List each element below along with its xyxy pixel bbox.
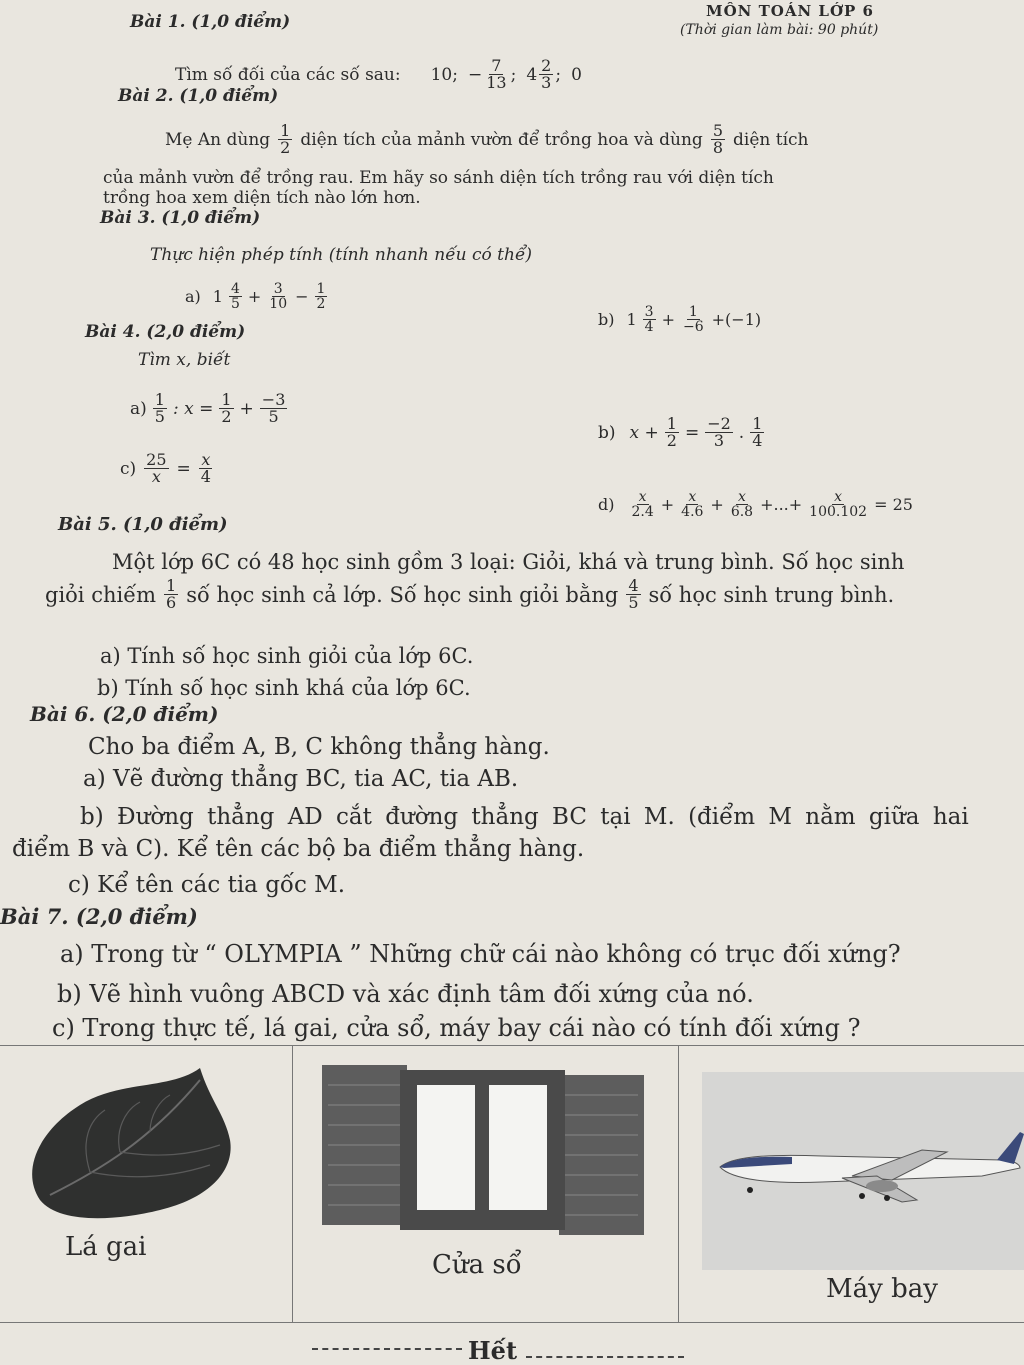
denominator: 4: [644, 319, 654, 335]
caption-cua-so: Cửa sổ: [432, 1250, 522, 1280]
denominator: 2.4: [631, 504, 654, 520]
fraction-1-2: [278, 123, 292, 156]
denominator: x: [151, 467, 161, 486]
denominator: 2: [280, 138, 291, 157]
numerator: 1: [154, 390, 165, 409]
fraction: [229, 282, 242, 311]
fraction: [629, 490, 655, 519]
label-b: b): [598, 310, 615, 329]
fraction: [153, 392, 167, 425]
equals: =: [176, 458, 191, 479]
footer-dash-left: [312, 1348, 462, 1350]
fraction: [729, 490, 755, 519]
operator: +: [660, 495, 675, 514]
fraction-5-8: [711, 123, 725, 156]
bai1-title: Bài 1. (1,0 điểm): [130, 12, 291, 32]
numerator: 2: [541, 56, 552, 75]
numerator: 1: [316, 281, 326, 297]
bai2-line1: [165, 123, 808, 156]
tail: = 25: [874, 495, 913, 514]
bai5-line1: Một lớp 6C có 48 học sinh gồm 3 loại: Giỏi, khá và trung bình. Số học sinh: [112, 550, 905, 574]
bai6-a: a) Vẽ đường thẳng BC, tia AC, tia AB.: [83, 766, 519, 792]
table-top-border: [0, 1045, 1024, 1046]
minus-sign: −: [467, 64, 483, 85]
fraction-1-6: [164, 578, 178, 611]
denominator: 2: [221, 407, 232, 426]
numerator: 1: [280, 121, 291, 140]
bai1-text: Tìm số đối của các số sau:: [175, 64, 401, 85]
operator: +: [247, 287, 262, 306]
label-a: a): [185, 287, 201, 306]
denominator: 5: [230, 296, 240, 312]
footer-dash-right: [526, 1356, 684, 1358]
ellipsis: +...+: [760, 495, 803, 514]
denominator: 6: [166, 593, 177, 612]
bai6-line1: Cho ba điểm A, B, C không thẳng hàng.: [88, 734, 550, 760]
operator: +: [239, 398, 254, 419]
numerator: 3: [273, 281, 283, 297]
denominator: 4.6: [681, 504, 704, 520]
subject-header: MÔN TOÁN LỚP 6: [706, 2, 874, 20]
fraction-4-5: [626, 578, 640, 611]
denominator: 4: [752, 431, 763, 450]
numerator: 5: [712, 121, 723, 140]
denominator: 13: [486, 73, 507, 92]
bai5-title: Bài 5. (1,0 điểm): [58, 514, 228, 535]
bai1-number-10: 10;: [430, 64, 458, 85]
numerator: 25: [146, 450, 167, 469]
label-a: a): [130, 398, 147, 419]
bai5-text-b: số học sinh cả lớp. Số học sinh giỏi bằng: [186, 582, 619, 607]
bai6-b2: điểm B và C). Kể tên các bộ ba điểm thẳng hàng.: [12, 836, 585, 862]
fraction-2-3: [539, 58, 553, 91]
fraction: [219, 392, 233, 425]
bai5-text-a: giỏi chiếm: [45, 582, 157, 607]
bai2-text-b: diện tích của mảnh vườn để trồng hoa và dùng: [300, 129, 703, 150]
fraction-7-13: [484, 58, 508, 91]
bai4-title: Bài 4. (2,0 điểm): [85, 322, 246, 342]
denominator: 8: [712, 138, 723, 157]
denominator: 5: [268, 407, 279, 426]
numerator: 4: [230, 281, 240, 297]
denominator: 5: [628, 593, 639, 612]
numerator: x: [834, 489, 843, 505]
whole-part: 1: [212, 287, 223, 306]
equals: =: [684, 422, 700, 443]
bai3-intro: Thực hiện phép tính (tính nhanh nếu có thể): [150, 245, 533, 265]
bai4-b: [598, 416, 766, 449]
numerator: x: [688, 489, 697, 505]
bai3-title: Bài 3. (1,0 điểm): [100, 208, 261, 228]
label-d: d): [598, 495, 615, 514]
bai6-title: Bài 6. (2,0 điểm): [30, 702, 219, 726]
numerator: 3: [644, 304, 654, 320]
numerator: −3: [261, 390, 286, 409]
numerator: x: [201, 450, 211, 469]
fraction: [665, 416, 679, 449]
bai6-c: c) Kể tên các tia gốc M.: [68, 872, 346, 898]
bai2-line3: trồng hoa xem diện tích nào lớn hơn.: [103, 188, 421, 208]
time-note: (Thời gian làm bài: 90 phút): [680, 22, 879, 38]
bai2-line2: của mảnh vườn để trồng rau. Em hãy so sánh diện tích trồng rau với diện tích: [103, 168, 774, 188]
fraction: [144, 452, 168, 485]
caption-may-bay: Máy bay: [826, 1274, 938, 1304]
separator: ;: [510, 64, 517, 85]
bai2-text-c: diện tích: [733, 129, 809, 150]
denominator: 6.8: [730, 504, 754, 520]
fraction: [199, 452, 213, 485]
multiply-dot: .: [738, 422, 745, 443]
bai7-title: Bài 7. (2,0 điểm): [0, 904, 198, 929]
numerator: 1: [221, 390, 232, 409]
fraction: [679, 490, 705, 519]
operator: +: [661, 310, 675, 329]
separator: ;: [555, 64, 562, 85]
denominator: 100.102: [809, 504, 868, 520]
operator: −: [295, 287, 309, 306]
airplane-picture: [702, 1072, 1024, 1270]
bai4-a: [130, 392, 289, 425]
numerator: 1: [166, 576, 177, 595]
tail: +(−1): [711, 310, 762, 329]
numerator: 1: [688, 304, 698, 320]
fraction: [681, 305, 706, 334]
bai1-mixed-4-2-3: [526, 58, 561, 91]
bai7-b: b) Vẽ hình vuông ABCD và xác định tâm đối xứng của nó.: [57, 980, 754, 1008]
fraction: [807, 490, 869, 519]
fraction: [643, 305, 656, 334]
expression: : x =: [172, 398, 214, 419]
bai1-frac-neg: [468, 58, 516, 91]
whole-part: 4: [526, 64, 538, 85]
numerator: 7: [491, 56, 502, 75]
whole-part: 1: [626, 310, 637, 329]
fraction: [750, 416, 764, 449]
numerator: x: [738, 489, 746, 505]
fraction: [267, 282, 289, 311]
bai7-c: c) Trong thực tế, lá gai, cửa sổ, máy bay cái nào có tính đối xứng ?: [52, 1014, 861, 1042]
operator: +: [710, 495, 724, 514]
denominator: 5: [154, 407, 165, 426]
bai1-number-0: 0: [571, 64, 582, 85]
table-divider-2: [678, 1045, 679, 1322]
leaf-picture: [20, 1060, 250, 1230]
fraction: [260, 392, 288, 425]
bai7-a: a) Trong từ “ OLYMPIA ” Những chữ cái nào không có trục đối xứng?: [60, 940, 901, 968]
footer-end: Hết: [468, 1336, 518, 1365]
window-picture: [322, 1065, 644, 1235]
denominator: 10: [269, 296, 288, 312]
bai4-intro: Tìm x, biết: [138, 350, 231, 370]
bai5-text-c: số học sinh trung bình.: [648, 582, 895, 607]
numerator: 1: [666, 414, 677, 433]
bai4-d: [598, 490, 913, 519]
denominator: 4: [200, 467, 211, 486]
numerator: −2: [707, 414, 731, 433]
expression: x +: [629, 422, 659, 443]
bai3-b: [598, 305, 761, 334]
denominator: 3: [541, 73, 552, 92]
bai4-c: [120, 452, 215, 485]
bai2-title: Bài 2. (1,0 điểm): [118, 86, 279, 106]
denominator: 2: [666, 431, 677, 450]
numerator: 1: [752, 414, 763, 433]
caption-la-gai: Lá gai: [65, 1232, 147, 1262]
bai5-a: a) Tính số học sinh giỏi của lớp 6C.: [100, 644, 474, 668]
label-b: b): [598, 422, 616, 443]
numerator: 4: [628, 576, 639, 595]
bai3-a: [185, 282, 329, 311]
numerator: x: [638, 489, 647, 505]
denominator: −6: [683, 319, 704, 335]
bai5-b: b) Tính số học sinh khá của lớp 6C.: [97, 676, 471, 700]
bai2-text-a: Mẹ An dùng: [165, 129, 271, 150]
denominator: 2: [316, 296, 326, 312]
table-divider-1: [292, 1045, 293, 1322]
bai6-b1: b) Đường thẳng AD cắt đường thẳng BC tại M. (điểm M nằm giữa hai: [80, 804, 969, 830]
denominator: 3: [713, 431, 725, 450]
table-bottom-border: [0, 1322, 1024, 1323]
fraction: [315, 282, 328, 311]
fraction: [705, 416, 733, 449]
bai5-line2: [45, 578, 894, 611]
label-c: c): [120, 458, 137, 479]
